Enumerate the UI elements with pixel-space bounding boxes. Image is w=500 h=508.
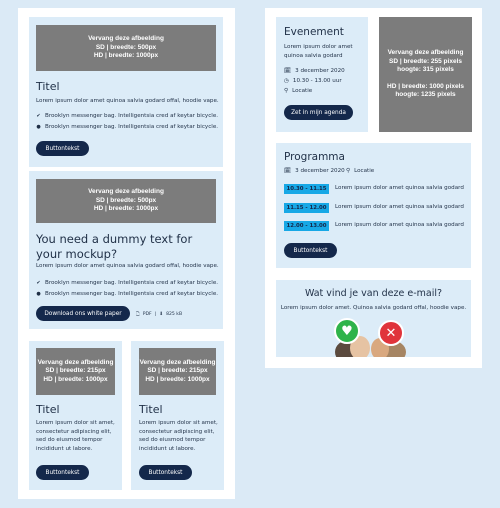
file-info: 🗋 PDF | ⬇ 825 kB — [136, 311, 183, 317]
thumbs-down-icon[interactable]: ✕ — [378, 320, 404, 346]
program-time-badge: 12.00 - 13.00 — [284, 221, 329, 231]
card-body: Lorem ipsum dolor sit amet, consectetur adipiscing elit, sed do eiusmod tempor incididunt ut labore. — [139, 420, 218, 452]
card-title: Titel — [36, 403, 60, 416]
event-image-placeholder: Vervang deze afbeelding SD | breedte: 255 pixels hoogte: 315 pixels HD | breedte: 1000 pixels hoogte: 1235 pixels — [379, 17, 472, 132]
event-body: Lorem ipsum dolor amet quinoa salvia godard — [284, 44, 353, 59]
program-time-badge: 11.15 - 12.00 — [284, 203, 329, 213]
calendar-icon: 🗓 — [284, 168, 292, 174]
calendar-icon: 🗓 — [284, 68, 292, 74]
event-date: 🗓 3 december 2020 — [284, 68, 345, 74]
list-item: ● Brooklyn messenger bag. Intelligentsia cred af keytar bicycle. — [36, 124, 219, 130]
event-title: Evenement — [284, 26, 344, 38]
program-button[interactable]: Buttontekst — [284, 243, 337, 258]
bullet-icon: ● — [36, 124, 41, 130]
thumbs-up-icon[interactable]: ♥ — [334, 318, 360, 344]
card-button[interactable]: Buttontekst — [139, 465, 192, 480]
feedback-body: Lorem ipsum dolor amet. Quinoa salvia godard offal, hoodie vape. — [280, 305, 467, 311]
list-item: ✔ Brooklyn messenger bag. Intelligentsia cred af keytar bicycle. — [36, 113, 219, 119]
program-item-text: Lorem ipsum dolor amet quinoa salvia godard — [335, 185, 464, 191]
card-title: Titel — [36, 80, 60, 93]
image-placeholder-2: Vervang deze afbeelding SD | breedte: 500px HD | breedte: 1000px — [36, 179, 216, 223]
card-body: Lorem ipsum dolor amet quinoa salvia godard offal, hoodie vape. — [36, 263, 219, 269]
card-button[interactable]: Buttontekst — [36, 465, 89, 480]
location-pin-icon: ⚲ — [284, 88, 289, 94]
card-title: You need a dummy text for your mockup? — [36, 232, 193, 261]
card-button[interactable]: Buttontekst — [36, 141, 89, 156]
location-pin-icon: ⚲ — [346, 168, 351, 174]
image-placeholder-3: Vervang deze afbeelding SD | breedte: 215px HD | breedte: 1000px — [36, 348, 115, 395]
card-body: Lorem ipsum dolor amet quinoa salvia godard offal, hoodie vape. — [36, 98, 219, 104]
event-time: ◷ 10.30 - 13.00 uur — [284, 78, 342, 84]
list-item: ✔ Brooklyn messenger bag. Intelligentsia cred af keytar bicycle. — [36, 280, 219, 286]
check-icon: ✔ — [36, 280, 41, 286]
add-to-calendar-button[interactable]: Zet in mijn agenda — [284, 105, 353, 120]
program-location: ⚲ Locatie — [346, 168, 375, 174]
program-time-badge: 10.30 - 11.15 — [284, 184, 329, 194]
image-placeholder-1: Vervang deze afbeelding SD | breedte: 500px HD | breedte: 1000px — [36, 25, 216, 71]
card-title: Titel — [139, 403, 163, 416]
program-item-text: Lorem ipsum dolor amet quinoa salvia godard — [335, 204, 464, 210]
clock-icon: ◷ — [284, 78, 289, 84]
program-date: 🗓 3 december 2020 — [284, 168, 345, 174]
card-body: Lorem ipsum dolor sit amet, consectetur adipiscing elit, sed do eiusmod tempor incididunt ut labore. — [36, 420, 115, 452]
program-item-text: Lorem ipsum dolor amet quinoa salvia godard — [335, 222, 464, 228]
bullet-icon: ● — [36, 291, 41, 297]
download-whitepaper-button[interactable]: Download ons white paper — [36, 306, 130, 321]
list-item: ● Brooklyn messenger bag. Intelligentsia cred af keytar bicycle. — [36, 291, 219, 297]
check-icon: ✔ — [36, 113, 41, 119]
document-icon: 🗋 — [136, 312, 140, 317]
feedback-title: Wat vind je van deze e-mail? — [304, 288, 443, 299]
event-location: ⚲ Locatie — [284, 88, 313, 94]
image-placeholder-4: Vervang deze afbeelding SD | breedte: 215px HD | breedte: 1000px — [139, 348, 216, 395]
download-icon: ⬇ — [159, 311, 164, 317]
program-title: Programma — [284, 151, 345, 163]
